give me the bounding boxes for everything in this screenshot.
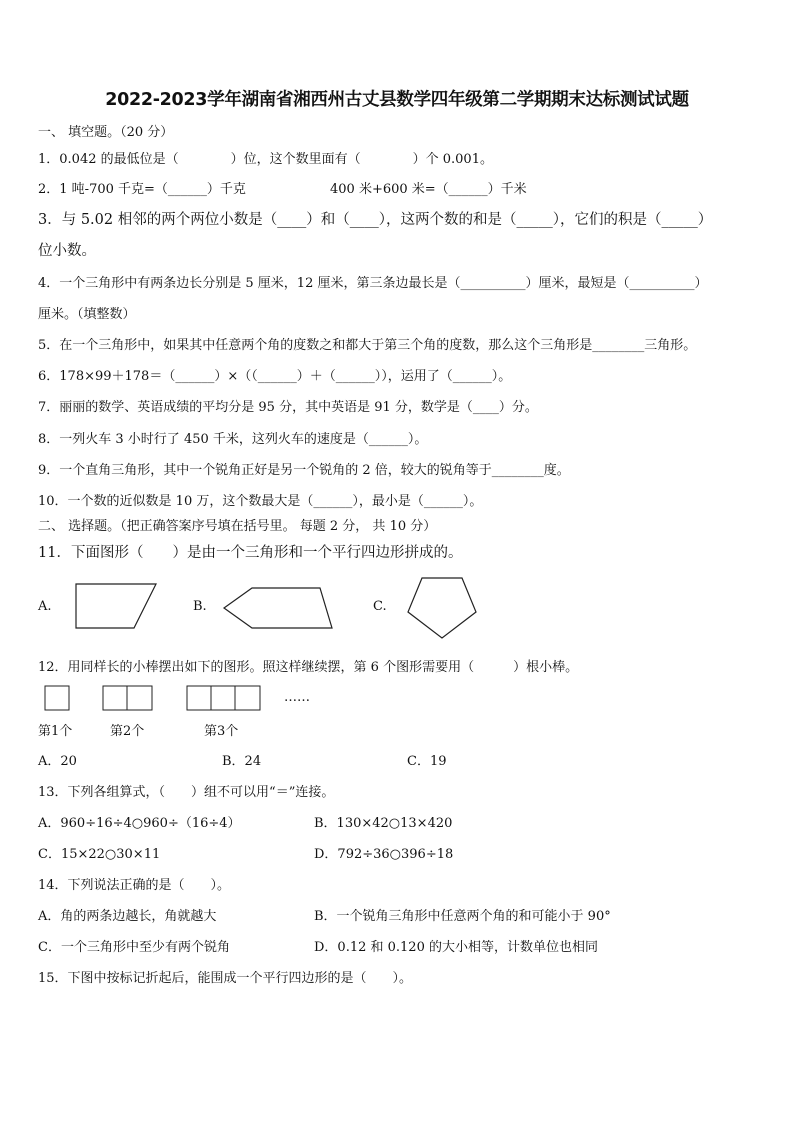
q11-option-b-label: B. (193, 599, 207, 614)
q14-option-b: B．一个锐角三角形中任意两个角的和可能小于 90° (314, 909, 611, 924)
question-2-part-a: 2．1 吨-700 千克=（______）千克 (38, 182, 246, 197)
q12-option-b: B．24 (222, 754, 262, 769)
figure-2-label: 第2个 (110, 724, 145, 739)
question-11: 11．下面图形（ ）是由一个三角形和一个平行四边形拼成的。 (38, 545, 463, 561)
section-heading-choice: 二、 选择题。（把正确答案序号填在括号里。 每题 2 分， 共 10 分） (38, 519, 437, 534)
matchstick-figure-2-icon (102, 685, 154, 711)
question-13: 13．下列各组算式，（ ）组不可以用“＝”连接。 (38, 785, 335, 800)
parallelogram-shape-icon (74, 582, 158, 630)
q14-option-a: A．角的两条边越长，角就越大 (38, 909, 217, 924)
question-1: 1．0.042 的最低位是（ ）位，这个数里面有（ ）个 0.001。 (38, 152, 493, 167)
question-8: 8．一列火车 3 小时行了 450 千米，这列火车的速度是（______）。 (38, 432, 428, 447)
q13-option-d: D．792÷36○396÷18 (314, 847, 454, 862)
figure-1-label: 第1个 (38, 724, 73, 739)
q12-option-c: C．19 (407, 754, 447, 769)
question-5: 5．在一个三角形中，如果其中任意两个角的度数之和都大于第三个角的度数，那么这个三角形是________三角形。 (38, 338, 697, 353)
q14-option-c: C．一个三角形中至少有两个锐角 (38, 940, 230, 955)
section-heading-fill-in: 一、 填空题。（20 分） (38, 125, 174, 140)
matchstick-figure-1-icon (44, 685, 70, 711)
question-3-line-2: 位小数。 (38, 243, 96, 259)
continuation-dots: …… (284, 690, 310, 705)
pentagon-shape-icon (406, 576, 478, 640)
q13-option-c: C．15×22○30×11 (38, 847, 161, 862)
pentagon-arrow-shape-icon (222, 586, 334, 630)
question-6: 6．178×99＋178＝（______）×（（______）＋（______）），运用了（______）。 (38, 369, 512, 384)
q14-option-d: D．0.12 和 0.120 的大小相等，计数单位也相同 (314, 940, 598, 955)
figure-3-label: 第3个 (204, 724, 239, 739)
q13-option-b: B．130×42○13×420 (314, 816, 453, 831)
q13-option-a: A．960÷16÷4○960÷（16÷4） (38, 816, 241, 831)
q12-option-a: A．20 (38, 754, 77, 769)
page-title: 2022-2023学年湖南省湘西州古丈县数学四年级第二学期期末达标测试试题 (105, 90, 689, 110)
question-3-line-1: 3．与 5.02 相邻的两个两位小数是（____）和（____），这两个数的和是（_____），它们的积是（_____） (38, 212, 713, 228)
question-10: 10．一个数的近似数是 10 万，这个数最大是（______），最小是（______）。 (38, 494, 483, 509)
matchstick-figure-3-icon (186, 685, 262, 711)
q11-option-a-label: A. (38, 599, 52, 614)
question-9: 9．一个直角三角形，其中一个锐角正好是另一个锐角的 2 倍，较大的锐角等于________度。 (38, 463, 570, 478)
question-7: 7．丽丽的数学、英语成绩的平均分是 95 分，其中英语是 91 分，数学是（____）分。 (38, 400, 538, 415)
question-4-line-2: 厘米。（填整数） (38, 307, 136, 322)
question-2-part-b: 400 米+600 米=（______）千米 (330, 182, 527, 197)
q11-option-c-label: C. (373, 599, 387, 614)
question-15: 15．下图中按标记折起后，能围成一个平行四边形的是（ ）。 (38, 971, 413, 986)
question-4-line-1: 4．一个三角形中有两条边长分别是 5 厘米，12 厘米，第三条边最长是（__________）厘米，最短是（__________） (38, 276, 708, 291)
question-14: 14．下列说法正确的是（ ）。 (38, 878, 231, 893)
question-12: 12．用同样长的小棒摆出如下的图形。照这样继续摆，第 6 个图形需要用（ ）根小棒。 (38, 660, 579, 675)
